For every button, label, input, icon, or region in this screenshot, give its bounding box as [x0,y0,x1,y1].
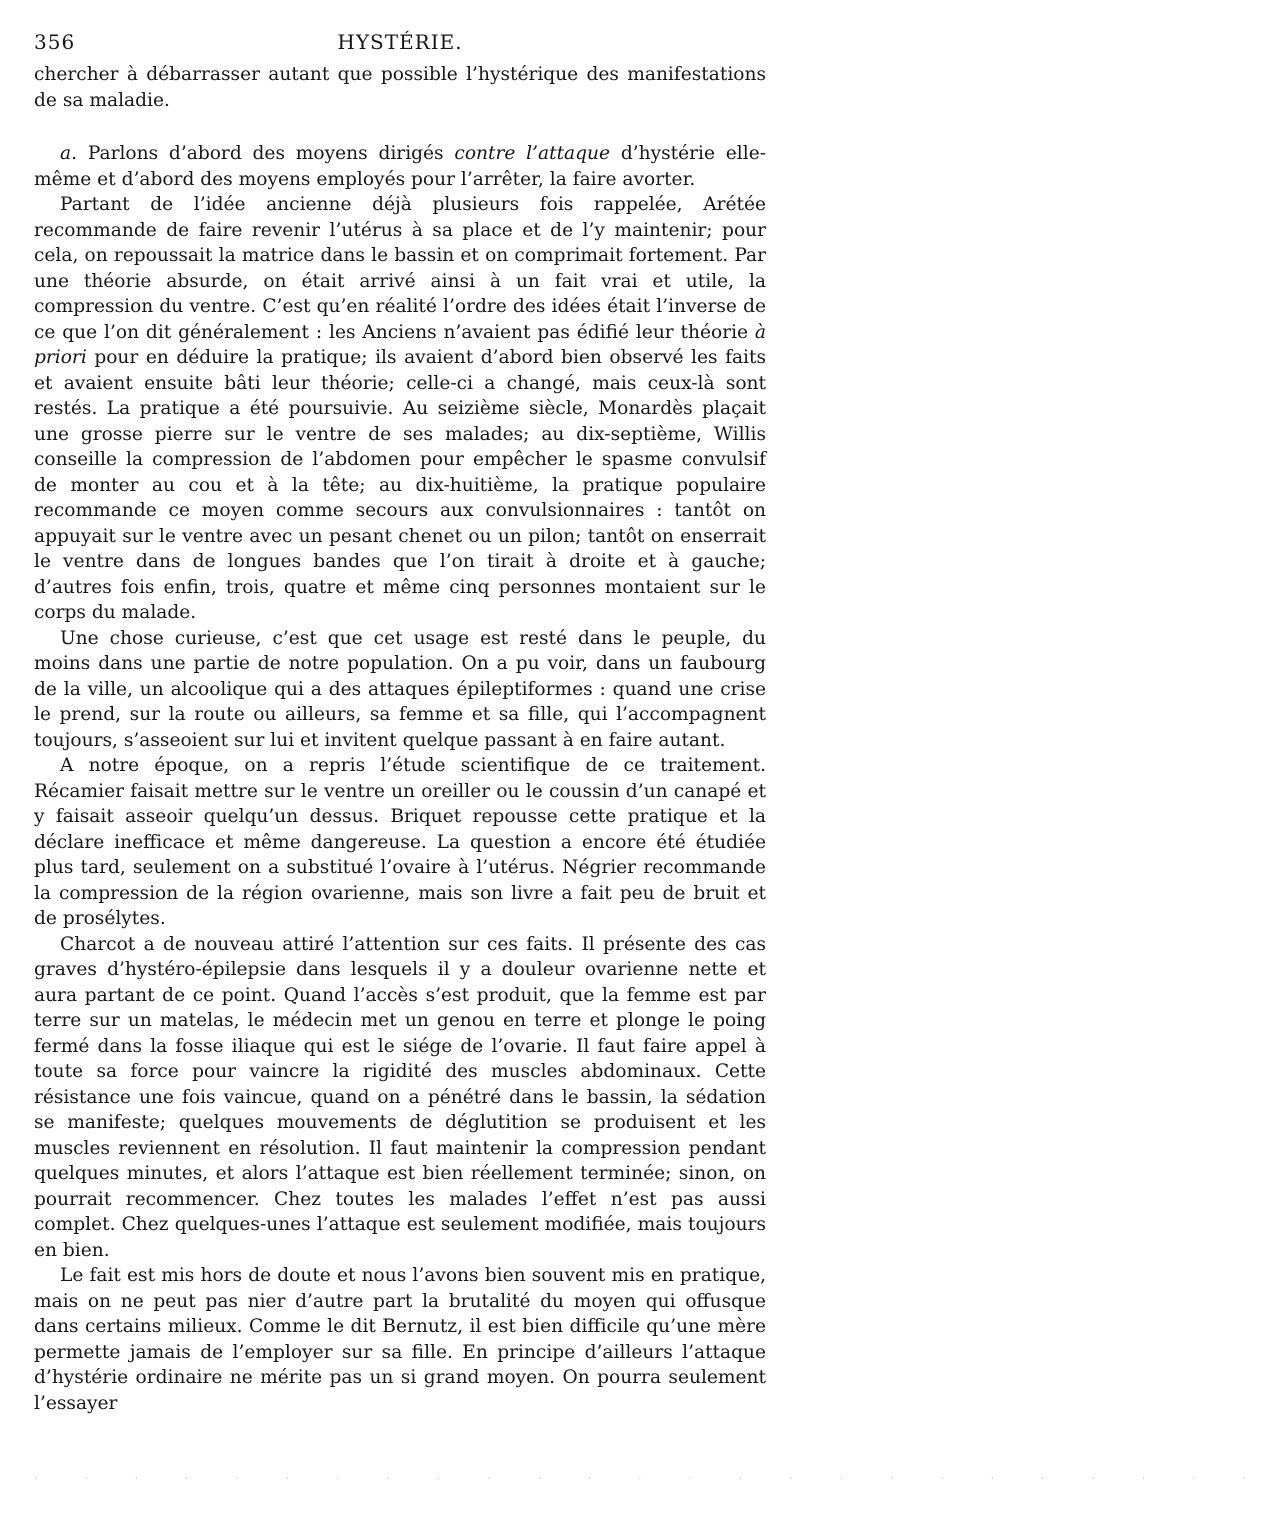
section-marker: a. [60,143,77,164]
book-page [34,28,766,1416]
paragraph-continuation: chercher à débarrasser autant que possible l’hystérique des manifestations de sa maladie. [34,64,766,111]
paragraph-attack-intro: a. Parlons d’abord des moyens dirigés contre l’attaque d’hystérie elle-même et d’abord des moyens employés pour l’arrêter, la faire avorter. [34,143,766,190]
emphasis-text: à priori [34,321,766,368]
paragraph-recamier: A notre époque, on a repris l’étude scientifique de ce traitement. Récamier faisait mettre sur le ventre un oreiller ou le coussin d’un canapé et y faisait asseoir quelqu’un dessus. Briquet repousse cette pratique et la déclare inefficace et même dangereuse. La question a encore été étudiée plus tard, seulement on a substitué l’ovaire à l’utérus. Négrier recommande la compression de la région ovarienne, mais son livre a fait peu de bruit et de prosélytes. [34,755,766,929]
paragraph-aretee: Partant de l’idée ancienne déjà plusieurs fois rappelée, Arétée recommande de faire revenir l’utérus à sa place et de l’y maintenir; pour cela, on repoussait la matrice dans le bassin et on comprimait fortement. Par une théorie absurde, on était arrivé ainsi à un fait vrai et utile, la compression du ventre. C’est qu’en réalité l’ordre des idées était l’inverse de ce que l’on dit généralement : les Anciens n’avaient pas édifié leur théorie à priori pour en déduire la pratique; ils avaient d’abord bien observé les faits et avaient ensuite bâti leur théorie; celle-ci a changé, mais ceux-là sont restés. La pratique a été poursuivie. Au seizième siècle, Monardès plaçait une grosse pierre sur le ventre de ses malades; au dix-septième, Willis conseille la compression de l’abdomen pour empêcher le spasme convulsif de monter au cou et à la tête; au dix-huitième, la pratique populaire recommande ce moyen comme secours aux convulsionnaires : tantôt on appuyait sur le ventre avec un pesant chenet ou un pilon; tantôt on enserrait le ventre dans de longues bandes que l’on tirait à droite et à gauche; d’autres fois enfin, trois, quatre et même cinq personnes montaient sur le corps du malade. [34,194,766,623]
page-header [34,28,766,62]
footer-bleedthrough-dots: · · · · · · · · · · · · · · · · · · · · · · · · · [34,1474,1268,1485]
emphasis-text: contre l’attaque [454,143,611,164]
page-number: 356 [34,30,76,54]
body-text [34,62,766,1416]
running-title: HYSTÉRIE. [337,30,463,54]
paragraph-charcot: Charcot a de nouveau attiré l’attention sur ces faits. Il présente des cas graves d’hystéro-épilepsie dans lesquels il y a douleur ovarienne nette et aura partant de ce point. Quand l’accès s’est produit, que la femme est par terre sur un matelas, le médecin met un genou en terre et plonge le poing fermé dans la fosse iliaque qui est le siége de l’ovarie. Il faut faire appel à toute sa force pour vaincre la rigidité des muscles abdominaux. Cette résistance une fois vaincue, quand on a pénétré dans le bassin, la sédation se manifeste; quelques mouvements de déglutition se produisent et les muscles reviennent en résolution. Il faut maintenir la compression pendant quelques minutes, et alors l’attaque est bien réellement terminée; sinon, on pourrait recommencer. Chez toutes les malades l’effet n’est pas aussi complet. Chez quelques-unes l’attaque est seulement modifiée, mais toujours en bien. [34,933,766,1261]
paragraph-bernutz: Le fait est mis hors de doute et nous l’avons bien souvent mis en pratique, mais on ne peut pas nier d’autre part la brutalité du moyen qui offusque dans certains milieux. Comme le dit Bernutz, il est bien difficile qu’une mère permette jamais de l’employer sur sa fille. En principe d’ailleurs l’attaque d’hystérie ordinaire ne mérite pas un si grand moyen. On pourra seulement l’essayer [34,1265,766,1414]
paragraph-popular-usage: Une chose curieuse, c’est que cet usage est resté dans le peuple, du moins dans une partie de notre population. On a pu voir, dans un faubourg de la ville, un alcoolique qui a des attaques épileptiformes : quand une crise le prend, sur la route ou ailleurs, sa femme et sa fille, qui l’accompagnent toujours, s’asseoient sur lui et invitent quelque passant à en faire autant. [34,627,766,751]
